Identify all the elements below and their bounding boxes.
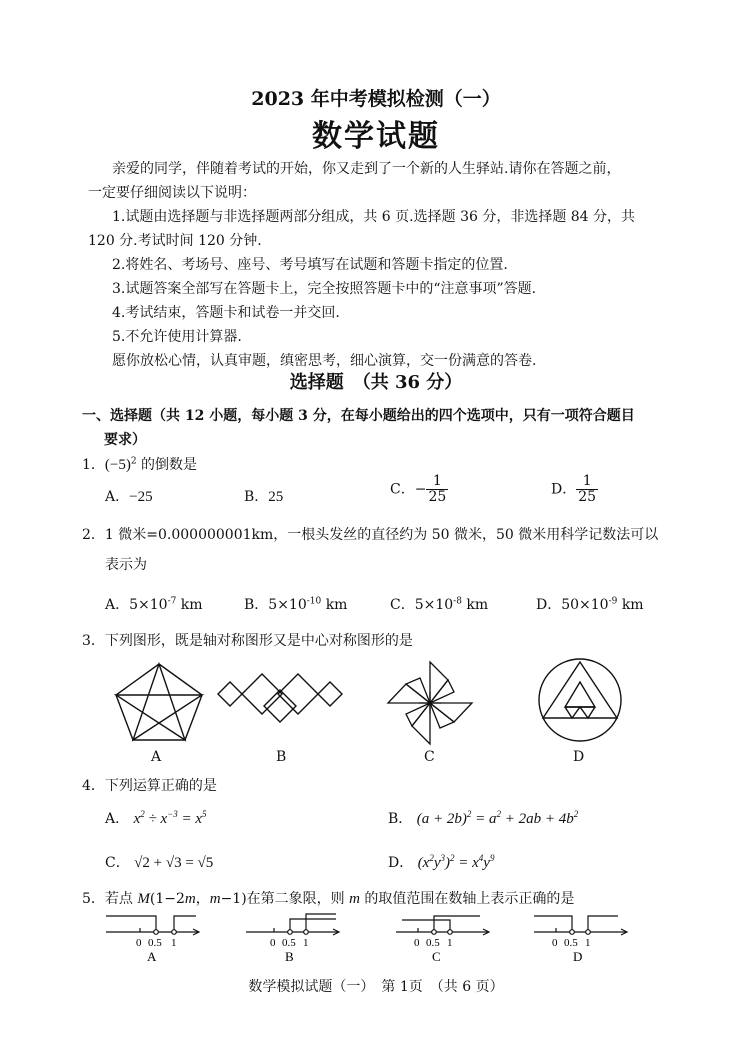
option-sign: −: [414, 481, 427, 498]
pinwheel-wing-tl: [406, 678, 430, 703]
tick-label-1: 1: [447, 937, 453, 949]
numerator: 1: [432, 473, 442, 489]
q1-exponent: 2: [130, 456, 137, 467]
tick-label-0: 0: [270, 937, 276, 949]
range-right: [174, 916, 196, 932]
option-coef: 5×10: [129, 597, 168, 613]
option-exp: -9: [608, 596, 618, 607]
tick-label-0: 0: [136, 937, 142, 949]
point-0-5: [154, 930, 159, 935]
outer-triangle: [543, 662, 617, 718]
q5-number-line-d[interactable]: [532, 910, 632, 964]
option-unit: km: [461, 597, 489, 613]
diamond-right-small: [318, 682, 342, 706]
intro-item5: 5.不允许使用计算器.: [112, 329, 242, 345]
option-label: C．: [105, 855, 130, 871]
option-label: A．: [105, 811, 130, 827]
range-2: [306, 914, 336, 932]
q3-figure-c-pinwheel[interactable]: [382, 660, 478, 746]
intro-greeting-line2: 一定要仔细阅读以下说明：: [88, 185, 256, 201]
question-3: [82, 630, 413, 650]
q4-text: 下列运算正确的是: [104, 778, 217, 794]
point-0-5: [432, 930, 437, 935]
option-exp: -8: [453, 596, 462, 607]
range-right: [588, 916, 618, 932]
point-0-5: [570, 930, 575, 935]
fraction: [426, 474, 448, 505]
option-label-a: A: [147, 949, 157, 964]
option-value: 25: [268, 489, 284, 505]
range-left: [106, 916, 156, 932]
q4-option-c[interactable]: [105, 852, 213, 872]
option-expression: $x^2 \div x^{-3} = x^5$: [133, 809, 207, 827]
intro-item1-line1: 1.试题由选择题与非选择题两部分组成，共 6 页.选择题 36 分，非选择题 84 分，共: [112, 209, 636, 225]
q1-option-d[interactable]: [551, 474, 598, 505]
section-instruction-line1: 一、选择题（共 12 小题，每小题 3 分，在每小题给出的四个选项中，只有一项符合题目: [82, 408, 635, 424]
option-label: B．: [244, 489, 269, 505]
tick-label-0-5: 0.5: [426, 937, 440, 949]
option-value: −25: [129, 489, 153, 505]
option-unit: km: [176, 597, 203, 613]
q1-text: 的倒数是: [136, 457, 198, 473]
question-number: 1．: [82, 457, 105, 473]
q2-text-line1: 1 微米=0.000000001km，一根头发丝的直径约为 50 微米，50 微米用科学记数法可以: [104, 527, 659, 543]
option-label: C．: [390, 597, 415, 613]
q2-text-line2: 表示为: [105, 557, 147, 573]
tick-label-0-5: 0.5: [148, 937, 162, 949]
question-number: 4．: [82, 778, 105, 794]
q3-figure-b-diamonds[interactable]: [216, 672, 344, 732]
q4-option-a[interactable]: [105, 808, 207, 828]
q5-number-line-c[interactable]: [394, 910, 494, 964]
denominator: 25: [578, 489, 597, 505]
subject-title: 数学试题: [312, 119, 440, 154]
option-unit: km: [321, 597, 348, 613]
range-left: [534, 916, 572, 932]
inner-triangles-bottom: [565, 707, 595, 718]
option-label: A．: [105, 489, 130, 505]
q3-figure-a-pentagram[interactable]: [112, 660, 206, 744]
exam-title: 2023 年中考模拟检测（一）: [251, 88, 501, 110]
option-label: D．: [536, 597, 562, 613]
intro-item4: 4.考试结束，答题卡和试卷一并交回.: [112, 305, 340, 321]
diamond-center: [264, 690, 296, 722]
option-unit: km: [617, 597, 644, 613]
q2-option-d[interactable]: [536, 594, 644, 614]
question-number: 3．: [82, 633, 105, 649]
intro-item3: 3.试题答案全部写在答题卡上，完全按照答题卡中的“注意事项”答题.: [112, 281, 537, 297]
range-left: [402, 920, 450, 932]
pinwheel-wing-tr: [430, 680, 454, 703]
q4-option-d[interactable]: [388, 852, 494, 872]
tick-label-1: 1: [585, 937, 591, 949]
option-label-b: B: [285, 949, 294, 964]
question-4: [82, 775, 217, 795]
q5-number-line-a[interactable]: [104, 910, 204, 964]
pinwheel-wing-br: [430, 703, 454, 728]
q3-figure-d-triangles-in-circle[interactable]: [536, 656, 624, 744]
range-right: [434, 916, 480, 932]
intro-item1-line2: 120 分.考试时间 120 分钟.: [88, 233, 262, 249]
inner-triangle-top: [565, 682, 595, 707]
tick-label-0: 0: [552, 937, 558, 949]
question-5: 5．若点 M(1−2m，m−1)在第二象限，则 m 的取值范围在数轴上表示正确的是: [82, 891, 575, 907]
question-2: [82, 524, 658, 544]
section-title: 选择题 （共 36 分）: [289, 372, 463, 393]
q3-label-d: D: [573, 749, 585, 765]
q3-label-c: C: [424, 749, 435, 765]
q3-label-a: A: [151, 749, 162, 765]
point-1: [586, 930, 591, 935]
option-expression: $(a + 2b)^2 = a^2 + 2ab + 4b^2$: [416, 809, 579, 827]
point-1: [448, 930, 453, 935]
denominator: 25: [428, 489, 447, 505]
option-expression: √2 + √3 = √5: [134, 855, 214, 871]
q2-option-b[interactable]: [244, 594, 347, 614]
diamond-left-small: [218, 682, 242, 706]
tick-label-1: 1: [303, 937, 309, 949]
option-coef: 50×10: [561, 597, 609, 613]
range-1: [290, 919, 336, 932]
q3-label-b: B: [276, 749, 287, 765]
tick-label-0-5: 0.5: [564, 937, 578, 949]
fraction: [576, 474, 598, 505]
q5-number-line-b[interactable]: [244, 910, 344, 964]
section-instruction-line2: 要求）: [104, 432, 146, 448]
q2-option-c[interactable]: [390, 594, 488, 614]
intro-greeting-line1: 亲爱的同学，伴随着考试的开始，你又走到了一个新的人生驿站.请你在答题之前，: [112, 161, 621, 177]
intro-wish: 愿你放松心情，认真审题，缜密思考，细心演算，交一份满意的答卷.: [112, 353, 537, 369]
tick-label-1: 1: [171, 937, 177, 949]
point-1: [172, 930, 177, 935]
q2-option-a[interactable]: [105, 594, 203, 614]
outer-circle: [539, 659, 621, 741]
page-footer: 数学模拟试题（一） 第 1页 （共 6 页）: [248, 979, 504, 995]
option-exp: -10: [306, 596, 322, 607]
option-expression: $(x^2y^3)^2 = x^4y^9$: [417, 853, 495, 871]
numerator: 1: [582, 473, 592, 489]
option-label: C．: [390, 481, 415, 498]
q4-option-b[interactable]: [388, 808, 578, 828]
question-number: 2．: [82, 527, 105, 543]
intro-item2: 2.将姓名、考场号、座号、考号填写在试题和答题卡指定的位置.: [112, 257, 508, 273]
q1-option-c[interactable]: [390, 474, 448, 505]
pentagon-outline: [116, 664, 202, 740]
q3-text: 下列图形，既是轴对称图形又是中心对称图形的是: [104, 633, 413, 649]
tick-label-0: 0: [414, 937, 420, 949]
q1-option-a[interactable]: [105, 486, 153, 506]
option-label: B．: [388, 811, 413, 827]
option-label: B．: [244, 597, 269, 613]
question-number: 5．: [82, 891, 105, 907]
option-label: D．: [388, 855, 414, 871]
option-label: A．: [105, 597, 130, 613]
q1-base: (−5): [104, 457, 131, 473]
point-0-5: [288, 930, 293, 935]
tick-label-0-5: 0.5: [282, 937, 296, 949]
option-label-c: C: [432, 949, 441, 964]
option-exp: -7: [167, 596, 177, 607]
q1-option-b[interactable]: [244, 486, 283, 506]
option-label-d: D: [573, 949, 583, 964]
option-coef: 5×10: [414, 597, 454, 613]
option-coef: 5×10: [268, 597, 307, 613]
pinwheel-wing-bl: [406, 703, 430, 726]
point-1: [304, 930, 309, 935]
question-1: [82, 454, 197, 474]
option-label: D．: [551, 481, 577, 498]
